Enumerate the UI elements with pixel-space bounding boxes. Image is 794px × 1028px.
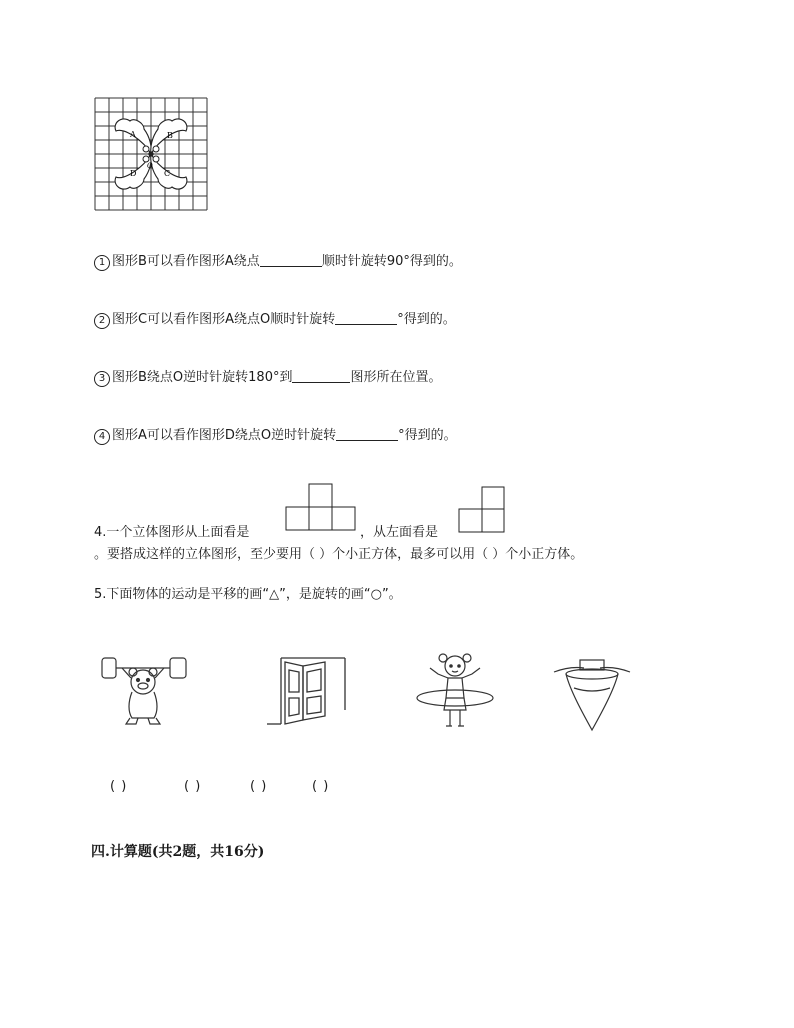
label-b: B [167, 131, 173, 140]
item-number: 1 [94, 255, 110, 271]
folding-door-picture [265, 654, 355, 730]
label-o: O [147, 162, 153, 170]
top-view-figure [285, 483, 357, 535]
q4-text-middle: ，从左面看是 [360, 525, 439, 540]
label-a: A [130, 130, 136, 139]
q4-text-line2: 。要搭成这样的立体图形，至少要用（ ）个小正方体，最多可以用（ ）个小正方体。 [94, 547, 584, 562]
left-view-figure [458, 486, 506, 538]
answer-blank[interactable] [335, 310, 397, 325]
section-heading: 四.计算题(共2题，共16分) [91, 844, 265, 860]
q5-prompt: 5.下面物体的运动是平移的画“△”，是旋转的画“○”。 [94, 587, 402, 602]
spinning-top-picture [550, 650, 634, 738]
answer-slot-4[interactable]: ( ) [312, 779, 330, 794]
weightlifting-bear-picture [100, 652, 220, 732]
answer-slot-3[interactable]: ( ) [250, 779, 268, 794]
answer-blank[interactable] [292, 368, 350, 383]
item-number: 4 [94, 429, 110, 445]
label-c: C [164, 169, 171, 178]
label-d: D [130, 169, 137, 178]
flower-grid-figure [94, 97, 208, 211]
item-number: 3 [94, 371, 110, 387]
q3-item-1: 1 图形B可以看作图形A绕点 顺时针旋转90°得到的。 [94, 252, 462, 271]
item-number: 2 [94, 313, 110, 329]
q3-item-4: 4 图形A可以看作图形D绕点O逆时针旋转 °得到的。 [94, 426, 457, 445]
q4-text-prefix: 4.一个立体图形从上面看是 [94, 525, 250, 540]
q3-item-2: 2 图形C可以看作图形A绕点O顺时针旋转 °得到的。 [94, 310, 456, 329]
answer-slot-2[interactable]: ( ) [184, 779, 202, 794]
hula-hoop-girl-picture [410, 648, 500, 736]
answer-blank[interactable] [336, 426, 398, 441]
answer-slot-1[interactable]: ( ) [110, 779, 128, 794]
answer-blank[interactable] [260, 252, 322, 267]
q3-item-3: 3 图形B绕点O逆时针旋转180°到 图形所在位置。 [94, 368, 441, 387]
